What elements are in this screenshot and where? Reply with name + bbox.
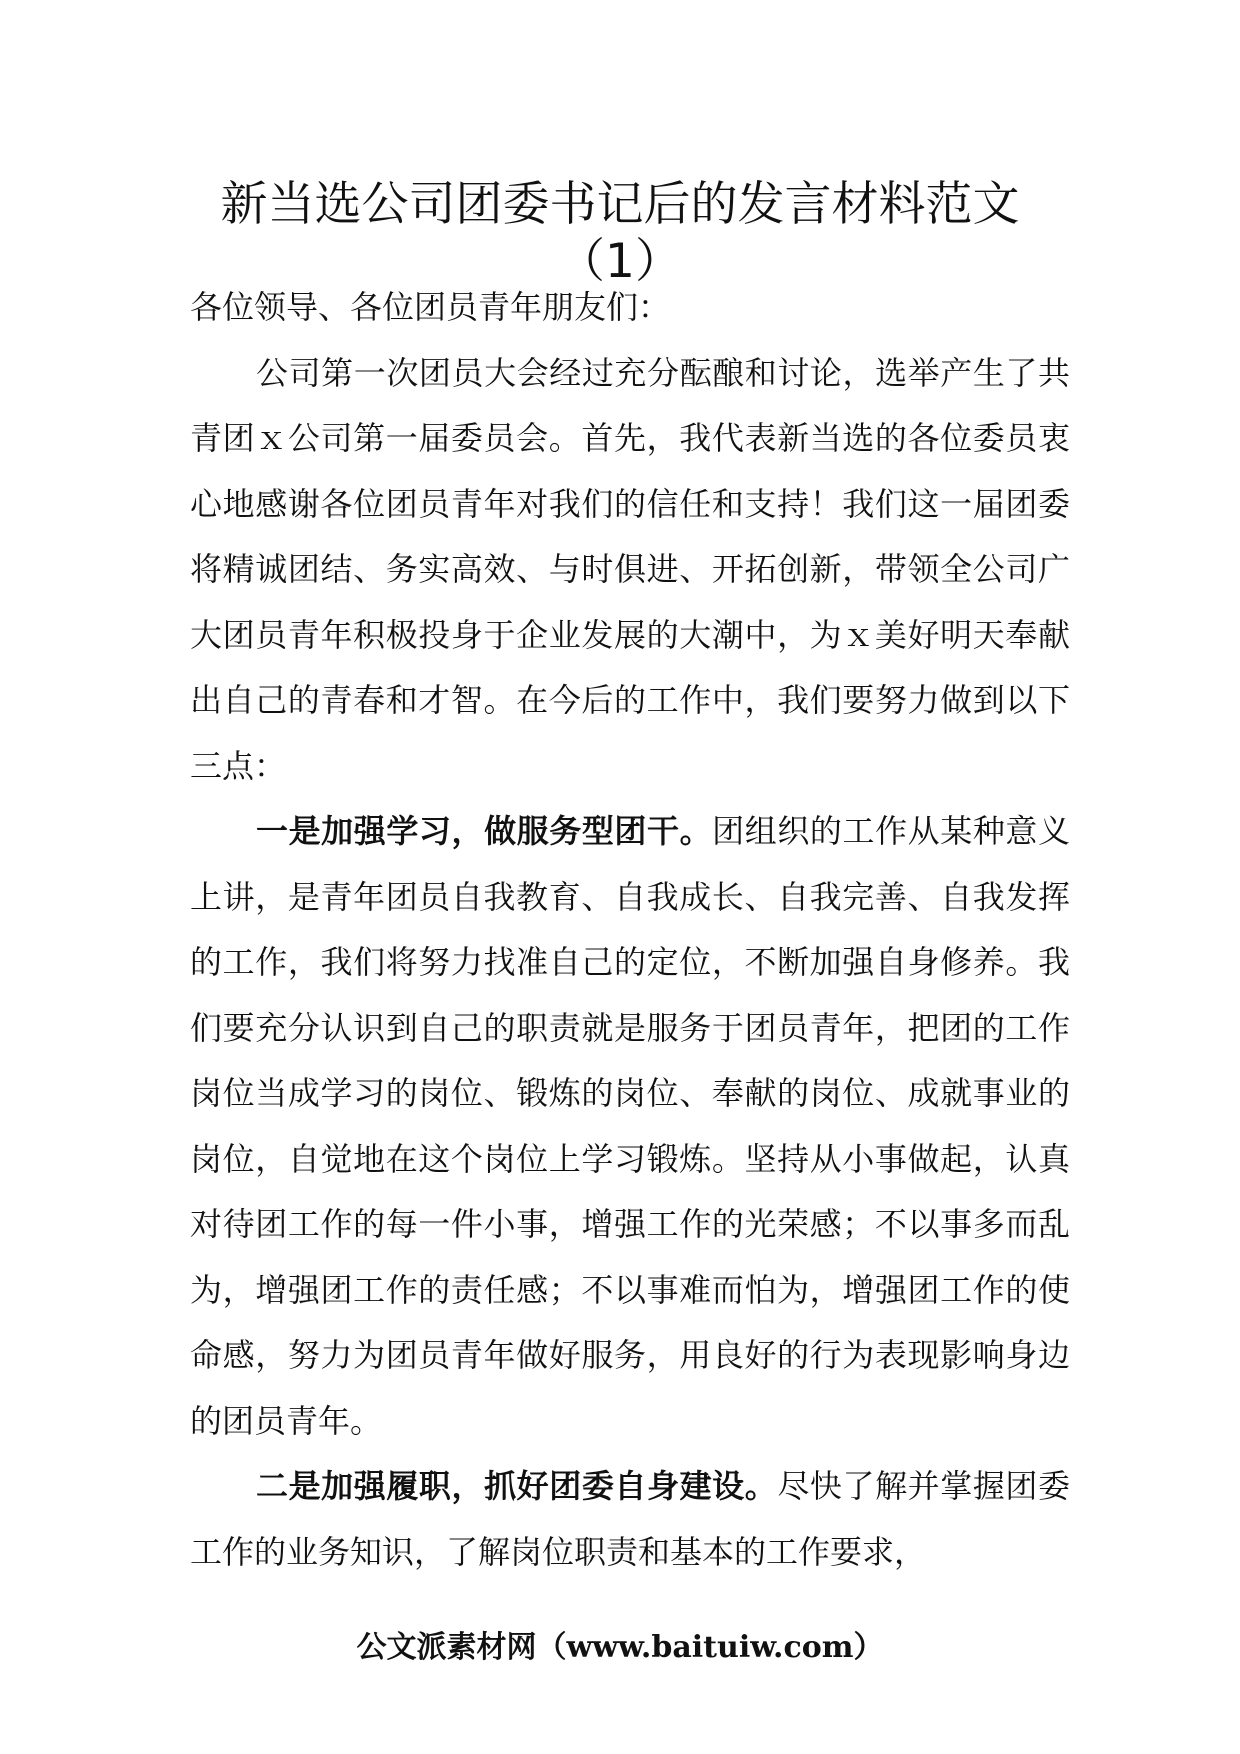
point-two-heading: 二是加强履职，抓好团委自身建设。	[256, 1467, 778, 1505]
document-title: 新当选公司团委书记后的发言材料范文	[220, 177, 1020, 232]
point-one-body: 团组织的工作从某种意义上讲，是青年团员自我教育、自我成长、自我完善、自我发挥的工作，我们将努力找准自己的定位，不断加强自身修养。我们要充分认识到自己的职责就是服务于团员青年，把团的工作岗位当成学习的岗位、锻炼的岗位、奉献的岗位、成就事业的岗位，自觉地在这个岗位上学习锻炼。坚持从小事做起，认真对待团工作的每一件小事，增强工作的光荣感；不以事多而乱为，增强团工作的责任感；不以事难而怕为，增强团工作的使命感，努力为团员青年做好服务，用良好的行为表现影响身边的团员青年。	[190, 812, 1070, 1440]
paragraph-point-two	[190, 1454, 1070, 1585]
salutation: 各位领导、各位团员青年朋友们：	[190, 288, 671, 326]
point-two-body: 尽快了解并掌握团委工作的业务知识，了解岗位职责和基本的工作要求，	[190, 1467, 1070, 1571]
point-one-heading: 一是加强学习，做服务型团干。	[256, 812, 713, 850]
source-footer: 公文派素材网（www.baituiw.com）	[356, 1630, 884, 1665]
paragraph-intro: 公司第一次团员大会经过充分酝酿和讨论，选举产生了共青团ｘ公司第一届委员会。首先，我代表新当选的各位委员衷心地感谢各位团员青年对我们的信任和支持！我们这一届团委将精诚团结、务实高效、与时俱进、开拓创新，带领全公司广大团员青年积极投身于企业发展的大潮中，为ｘ美好明天奉献出自己的青春和才智。在今后的工作中，我们要努力做到以下三点：	[190, 353, 1070, 785]
document-body	[190, 275, 1070, 1585]
document-title-number: （1）	[558, 234, 682, 289]
paragraph-point-one	[190, 799, 1070, 1454]
